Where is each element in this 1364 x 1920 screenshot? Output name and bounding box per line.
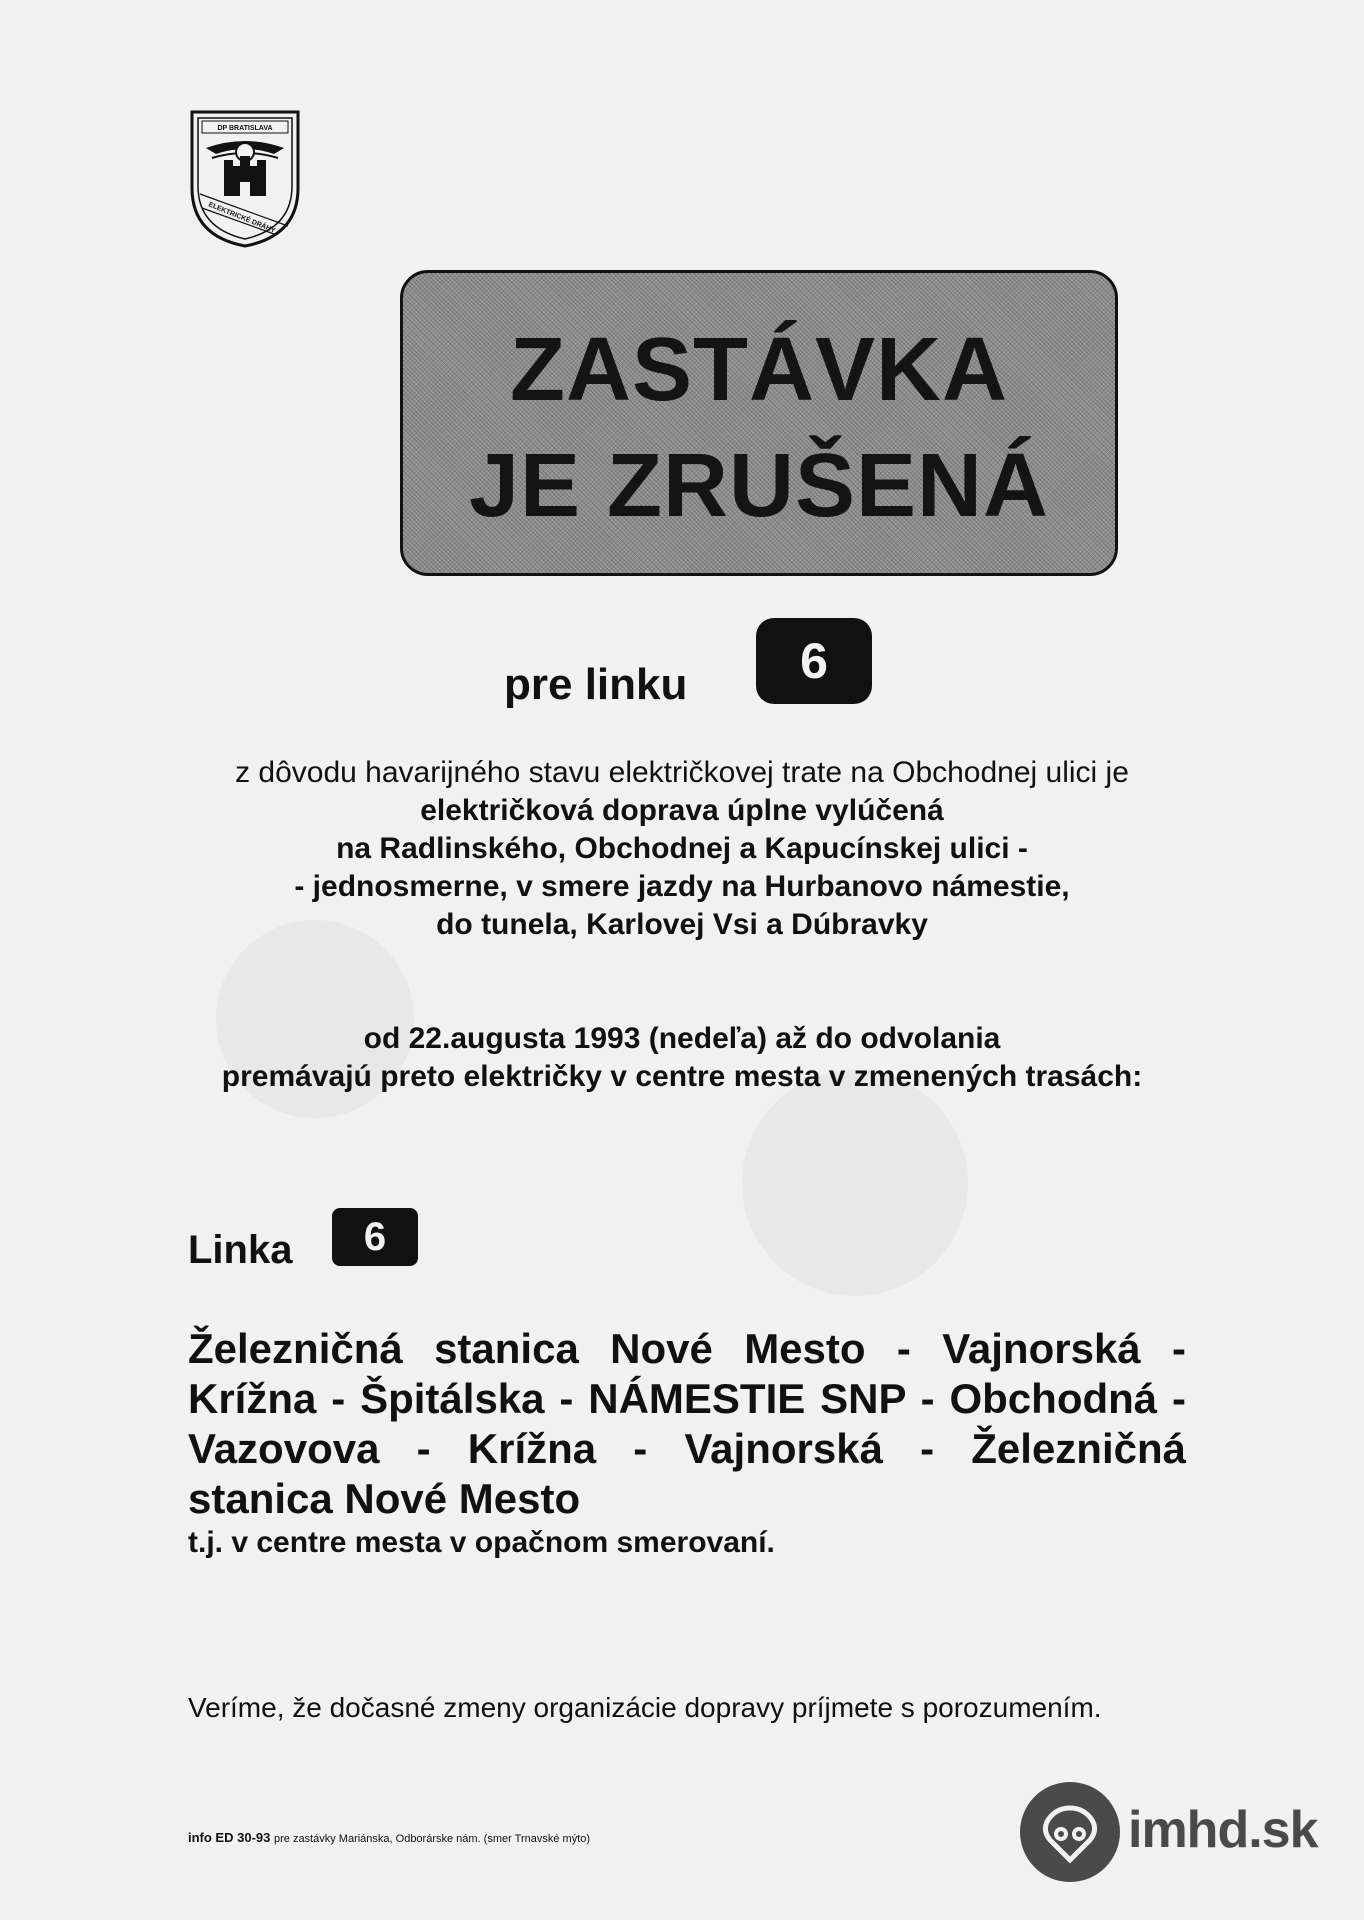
notice-line: z dôvodu havarijného stavu električkovej trate na Obchodnej ulici je — [235, 756, 1129, 789]
title-box — [400, 270, 1118, 576]
faded-watermark-icon — [742, 1070, 968, 1296]
route-label: Linka — [188, 1228, 293, 1272]
closing-sentence: Veríme, že dočasné zmeny organizácie dopravy príjmete s porozumením. — [188, 1692, 1102, 1723]
footer-code: info ED 30-93 — [188, 1830, 271, 1845]
title-line-1: ZASTÁVKA — [510, 320, 1008, 420]
notice-paragraph — [100, 754, 1264, 944]
footer-info — [188, 1830, 590, 1845]
route-description: Železničná stanica Nové Mesto - Vajnorská - Krížna - Špitálska - NÁMESTIE SNP - Obchodná - Vazovova - Krížna - Vajnorská - Železničná stanica Nové Mesto — [188, 1325, 1186, 1522]
footer-detail: pre zastávky Mariánska, Odborárske nám. (smer Trnavské mýto) — [273, 1833, 591, 1845]
route-note: t.j. v centre mesta v opačnom smerovaní. — [188, 1526, 775, 1559]
notice-line: do tunela, Karlovej Vsi a Dúbravky — [436, 908, 928, 941]
imhd-logo-icon — [1020, 1782, 1120, 1882]
notice-line: - jednosmerne, v smere jazdy na Hurbanovo námestie, — [294, 870, 1070, 903]
logo-bottom-text: ELEKTRICKÉ DRÁHY — [207, 201, 277, 235]
dp-bratislava-logo — [188, 108, 302, 250]
schedule-paragraph — [100, 1020, 1264, 1096]
schedule-line: premávajú preto električky v centre mesta v zmenených trasách: — [221, 1060, 1143, 1093]
schedule-line: od 22.augusta 1993 (nedeľa) až do odvolania — [363, 1022, 1001, 1055]
imhd-watermark-text: imhd.sk — [1128, 1801, 1318, 1859]
logo-top-text: DP BRATISLAVA — [217, 125, 273, 132]
line-number-badge: 6 — [756, 618, 872, 704]
title-line-2: JE ZRUŠENÁ — [468, 436, 1050, 536]
notice-line: na Radlinského, Obchodnej a Kapucínskej ulici - — [336, 832, 1028, 865]
route-number-badge: 6 — [332, 1208, 418, 1266]
line-intro-label: pre linku — [504, 660, 688, 709]
notice-line: električková doprava úplne vylúčená — [420, 794, 944, 827]
